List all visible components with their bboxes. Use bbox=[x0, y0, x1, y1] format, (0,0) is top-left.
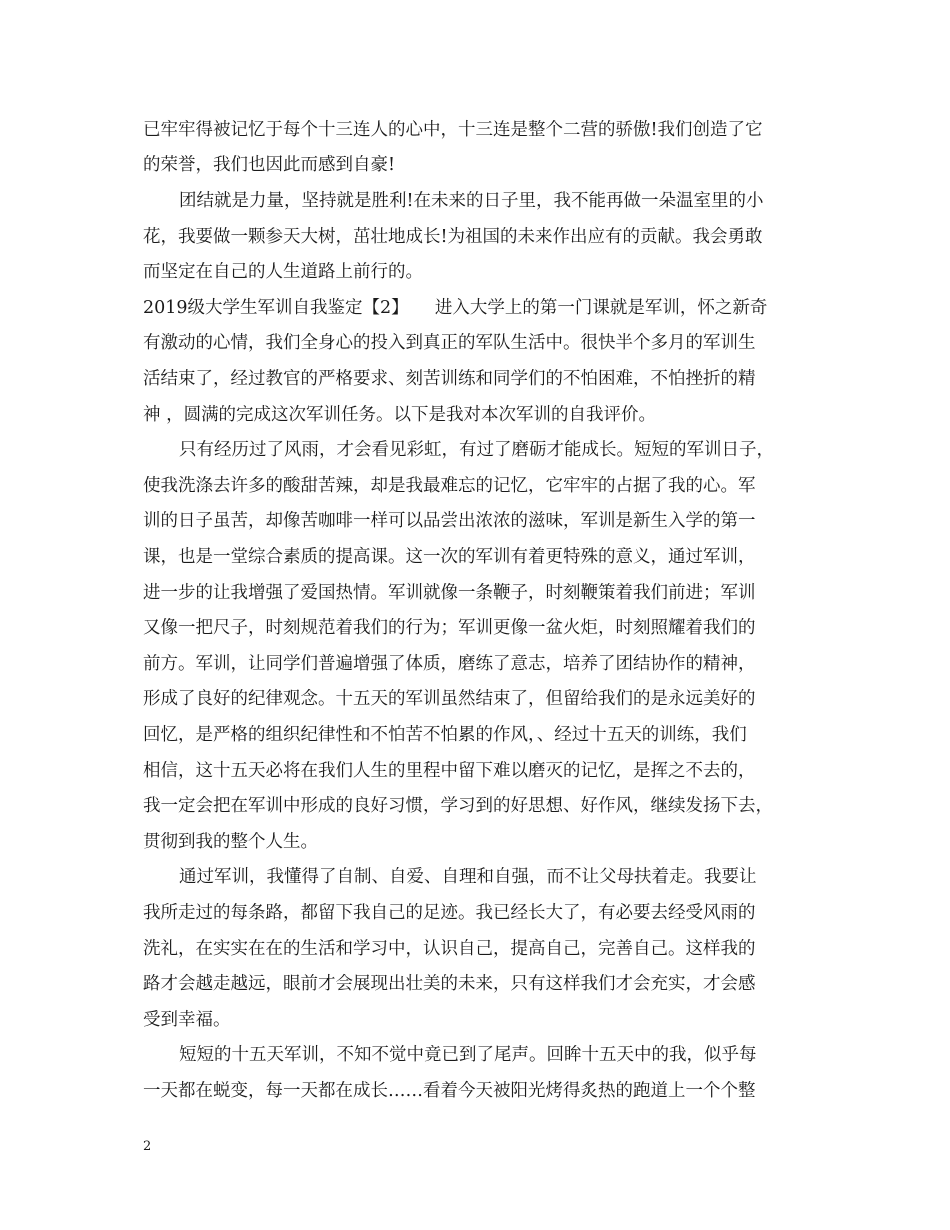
section-heading-line: 2019级大学生军训自我鉴定【2】 进入大学上的第一门课就是军训，怀之新奇 bbox=[143, 298, 768, 318]
text-line: 神 ，圆满的完成这次军训任务。以下是我对本次军训的自我评价。 bbox=[143, 405, 657, 425]
text-line: 洗礼，在实实在在的生活和学习中，认识自己，提高自己，完善自己。这样我的 bbox=[143, 939, 756, 959]
text-line: 活结束了，经过教官的严格要求、刻苦训练和同学们的不怕困难，不怕挫折的精 bbox=[143, 369, 756, 389]
text-line: 的荣誉，我们也因此而感到自豪! bbox=[143, 155, 396, 175]
text-line: 团结就是力量，坚持就是胜利!在未来的日子里，我不能再做一朵温室里的小 bbox=[179, 191, 764, 211]
text-line: 使我洗涤去许多的酸甜苦辣，却是我最难忘的记忆，它牢牢的占据了我的心。军 bbox=[143, 476, 756, 496]
text-line: 花，我要做一颗参天大树，茁壮地成长!为祖国的未来作出应有的贡献。我会勇敢 bbox=[143, 227, 763, 247]
text-line: 一天都在蜕变，每一天都在成长……看着今天被阳光烤得炙热的跑道上一个个整 bbox=[143, 1081, 756, 1101]
text-line: 训的日子虽苦，却像苦咖啡一样可以品尝出浓浓的滋味，军训是新生入学的第一 bbox=[143, 511, 756, 531]
text-line: 路才会越走越远，眼前才会展现出壮美的未来，只有这样我们才会充实，才会感 bbox=[143, 974, 756, 994]
text-line: 相信，这十五天必将在我们人生的里程中留下难以磨灭的记忆，是挥之不去的， bbox=[143, 761, 756, 781]
text-line: 前方。军训，让同学们普遍增强了体质，磨练了意志，培养了团结协作的精神， bbox=[143, 654, 756, 674]
text-line: 形成了良好的纪律观念。十五天的军训虽然结束了，但留给我们的是永远美好的 bbox=[143, 689, 756, 709]
text-line: 只有经历过了风雨，才会看见彩虹，有过了磨砺才能成长。短短的军训日子， bbox=[179, 440, 774, 460]
text-line: 回忆，是严格的组织纪律性和不怕苦不怕累的作风，、经过十五天的训练，我们 bbox=[143, 725, 747, 745]
text-line: 又像一把尺子，时刻规范着我们的行为；军训更像一盆火炬，时刻照耀着我们的 bbox=[143, 618, 756, 638]
text-line: 进一步的让我增强了爱国热情。军训就像一条鞭子，时刻鞭策着我们前进；军训 bbox=[143, 583, 756, 603]
text-line: 而坚定在自己的人生道路上前行的。 bbox=[143, 262, 423, 282]
text-line: 有激动的心情，我们全身心的投入到真正的军队生活中。很快半个多月的军训生 bbox=[143, 333, 756, 353]
text-line: 短短的十五天军训，不知不觉中竟已到了尾声。回眸十五天中的我，似乎每 bbox=[179, 1045, 757, 1065]
text-line: 我一定会把在军训中形成的良好习惯，学习到的好思想、好作风，继续发扬下去， bbox=[143, 796, 773, 816]
text-line: 通过军训，我懂得了自制、自爱、自理和自强，而不让父母扶着走。我要让 bbox=[179, 867, 757, 887]
text-line: 受到幸福。 bbox=[143, 1010, 231, 1030]
text-line: 我所走过的每条路，都留下我自己的足迹。我已经长大了，有必要去经受风雨的 bbox=[143, 903, 756, 923]
text-line: 已牢牢得被记忆于每个十三连人的心中，十三连是整个二营的骄傲!我们创造了它 bbox=[143, 120, 763, 140]
text-line: 贯彻到我的整个人生。 bbox=[143, 832, 318, 852]
text-line: 课，也是一堂综合素质的提高课。这一次的军训有着更特殊的意义，通过军训， bbox=[143, 547, 756, 567]
page-number: 2 bbox=[143, 1139, 152, 1154]
